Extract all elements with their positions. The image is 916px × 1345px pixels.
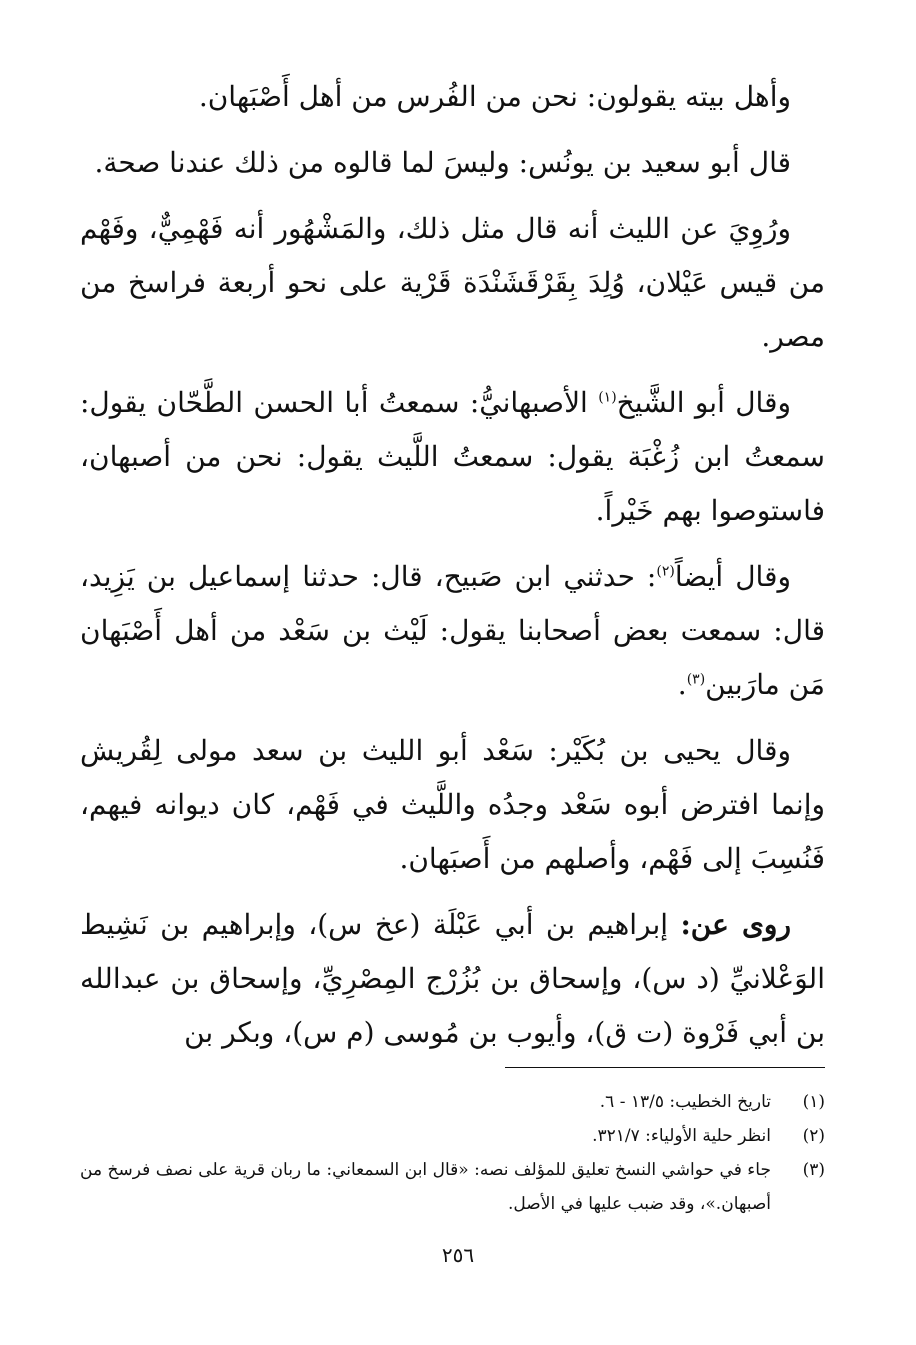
footnote-number: (١)	[802, 1092, 825, 1112]
footnotes	[80, 1085, 825, 1221]
paragraph-4-rest: الأصبهانيُّ: سمعتُ أبا الحسن الطَّحّان يقول: سمعتُ ابن زُغْبَة يقول: سمعتُ اللَّيث يقول: نحن من أصبهان، فاستوصوا بهم خَيْراً.	[80, 386, 825, 527]
footnote-2	[80, 1119, 825, 1153]
paragraph-4-start: وقال أبو الشَّيخ	[616, 386, 791, 419]
paragraph-1: وأهل بيته يقولون: نحن من الفُرس من أهل أَصْبَهان.	[198, 80, 791, 113]
footnote-number: (٣)	[802, 1160, 825, 1180]
paragraph-5	[80, 550, 825, 712]
footnote-number: (٢)	[802, 1126, 825, 1146]
footnote-ref-3[interactable]: (٣)	[686, 671, 706, 688]
footnote-ref-1[interactable]: (١)	[598, 389, 617, 406]
footnote-text: تاريخ الخطيب: ١٣/٥ - ٦.	[599, 1092, 771, 1112]
footnote-1	[80, 1085, 825, 1119]
main-text	[80, 70, 825, 1072]
paragraph-5-start: وقال أيضاً	[674, 560, 791, 593]
paragraph-7	[80, 898, 825, 1060]
narrated-from-heading: روى عن:	[680, 908, 791, 941]
paragraph-5-end: .	[677, 668, 687, 701]
paragraph-3: ورُوِيَ عن الليث أنه قال مثل ذلك، والمَشْهُور أنه فَهْمِيٌّ، وفَهْم من قيس عَيْلان، وُلِدَ بِقَرْقَشَنْدَة قَرْية على نحو أربعة فراسخ من مصر.	[80, 212, 825, 353]
footnote-text: جاء في حواشي النسخ تعليق للمؤلف نصه: «قال ابن السمعاني: ما ربان قرية على نصف فرسخ من أصبهان.»، وقد ضبب عليها في الأصل.	[80, 1160, 771, 1214]
footnote-text: انظر حلية الأولياء: ٣٢١/٧.	[592, 1126, 771, 1146]
paragraph-4	[80, 376, 825, 538]
paragraph-2: قال أبو سعيد بن يونُس: وليسَ لما قالوه من ذلك عندنا صحة.	[94, 146, 791, 179]
footnote-3	[80, 1153, 825, 1221]
paragraph-7-text: إبراهيم بن أبي عَبْلَة (عخ س)، وإبراهيم بن نَشِيط الوَعْلانيِّ (د س)، وإسحاق بن بُزُرْج المِصْرِيِّ، وإسحاق بن عبدالله بن أبي فَرْوة (ت ق)، وأيوب بن مُوسى (م س)، وبكر بن	[80, 908, 825, 1049]
page-number: ٢٥٦	[441, 1243, 475, 1267]
footnote-ref-2[interactable]: (٢)	[656, 563, 675, 580]
paragraph-5-rest: : حدثني ابن صَبيح، قال: حدثنا إسماعيل بن يَزِيد، قال: سمعت بعض أصحابنا يقول: لَيْث بن سَعْد من أهل أَصْبَهان مَن مارَبين	[80, 560, 825, 701]
footnote-divider	[505, 1067, 825, 1068]
paragraph-6: وقال يحيى بن بُكَيْر: سَعْد أبو الليث بن سعد مولى لِقُريش وإنما افترض أبوه سَعْد وجدُه واللَّيث في فَهْم، كان ديوانه فيهم، فَنُسِبَ إلى فَهْم، وأصلهم من أَصبَهان.	[80, 734, 825, 875]
